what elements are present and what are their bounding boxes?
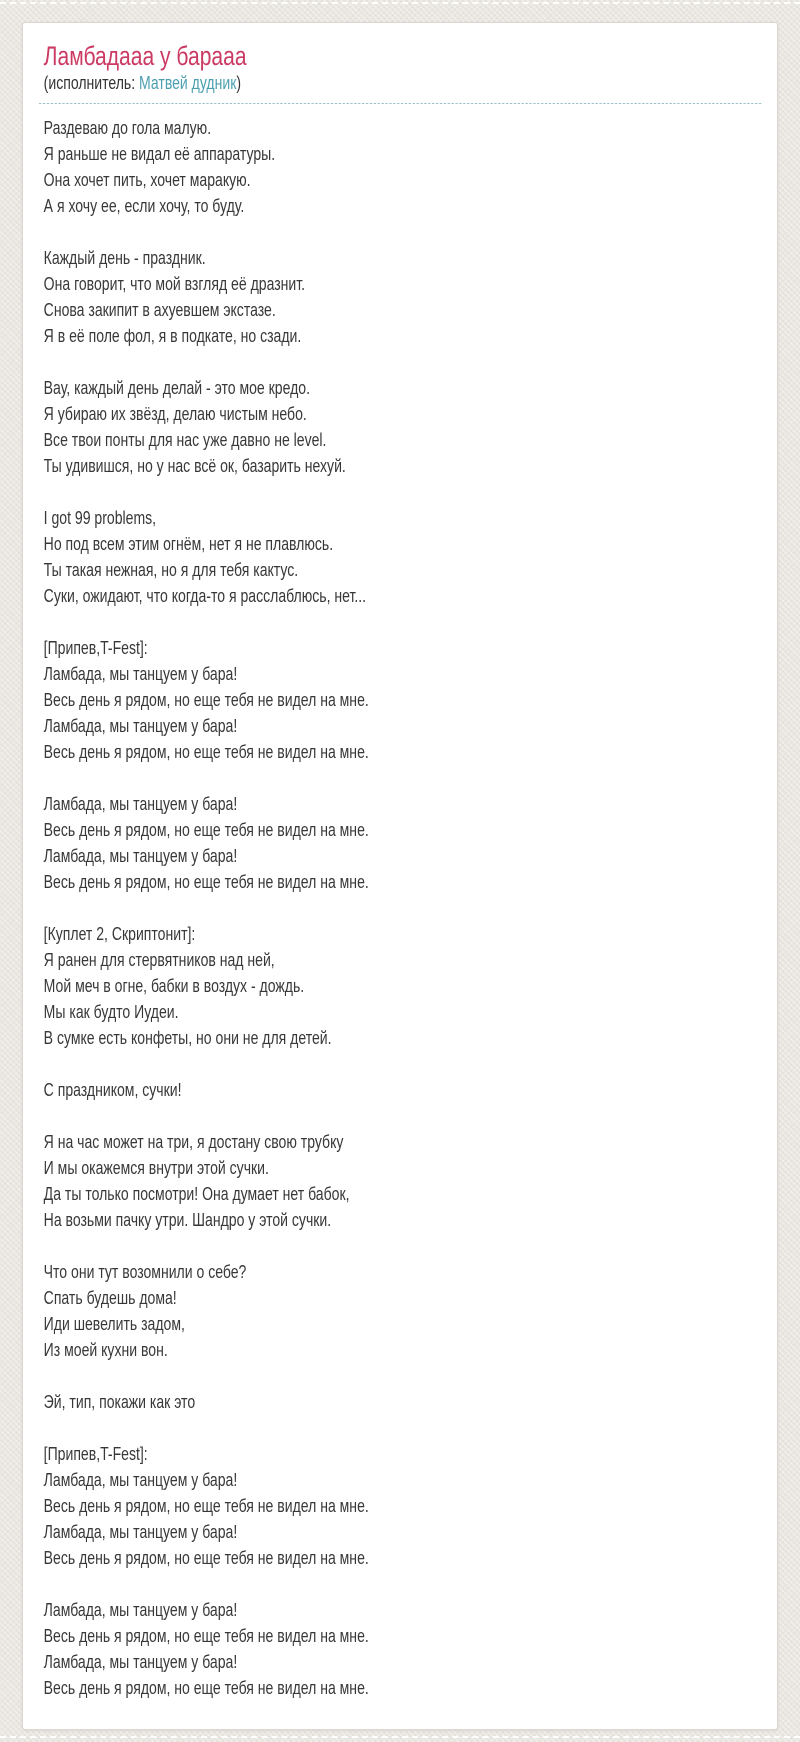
artist-label: (исполнитель: — [43, 73, 140, 93]
song-title: Ламбадааа у барааа — [43, 41, 247, 71]
stanza: Эй, тип, покажи как это — [43, 1392, 196, 1412]
stanza: Ламбада, мы танцуем у бара! Весь день я рядом, но еще тебя не видел на мне. Ламбада, мы танцуем у бара! Весь день я рядом, но еще тебя не видел на мне. — [43, 1600, 369, 1698]
song-header — [39, 39, 761, 104]
lyrics-text — [39, 104, 761, 1701]
stanza: [Припев,T-Fest]: Ламбада, мы танцуем у бара! Весь день я рядом, но еще тебя не видел на мне. Ламбада, мы танцуем у бара! Весь день я рядом, но еще тебя не видел на мне. — [43, 638, 369, 762]
artist-link[interactable]: Матвей дудник — [139, 73, 237, 93]
stanza: I got 99 problems, Но под всем этим огнём, нет я не плавлюсь. Ты такая нежная, но я для тебя кактус. Суки, ожидают, что когда-то я расслаблюсь, нет... — [43, 508, 367, 606]
stanza: Раздеваю до гола малую. Я раньше не видал её аппаратуры. Она хочет пить, хочет маракую. А я хочу ее, если хочу, то буду. — [43, 118, 276, 216]
artist-label-suffix: ) — [236, 73, 242, 93]
stanza: [Куплет 2, Скриптонит]: Я ранен для стервятников над ней, Мой меч в огне, бабки в воздух - дождь. Мы как будто Иудеи. В сумке есть конфеты, но они не для детей. — [43, 924, 332, 1048]
stanza: Вау, каждый день делай - это мое кредо. Я убираю их звёзд, делаю чистым небо. Все твои понты для нас уже давно не level. Ты удивишся, но у нас всё ок, базарить нехуй. — [43, 378, 346, 476]
artist-line — [44, 73, 761, 94]
stanza: Ламбада, мы танцуем у бара! Весь день я рядом, но еще тебя не видел на мне. Ламбада, мы танцуем у бара! Весь день я рядом, но еще тебя не видел на мне. — [43, 794, 369, 892]
lyrics-card — [22, 22, 778, 1730]
stanza: Каждый день - праздник. Она говорит, что мой взгляд её дразнит. Снова закипит в ахуевшем экстазе. Я в её поле фол, я в подкате, но сзади. — [43, 248, 306, 346]
stanza: С праздником, сучки! — [43, 1080, 182, 1100]
stanza: Я на час может на три, я достану свою трубку И мы окажемся внутри этой сучки. Да ты только посмотри! Она думает нет бабок, На возьми пачку утри. Шандро у этой сучки. — [43, 1132, 350, 1230]
card-content — [39, 39, 761, 1701]
stanza: [Припев,T-Fest]: Ламбада, мы танцуем у бара! Весь день я рядом, но еще тебя не видел на мне. Ламбада, мы танцуем у бара! Весь день я рядом, но еще тебя не видел на мне. — [43, 1444, 369, 1568]
stanza: Что они тут возомнили о себе? Спать будешь дома! Иди шевелить задом, Из моей кухни вон. — [43, 1262, 247, 1360]
